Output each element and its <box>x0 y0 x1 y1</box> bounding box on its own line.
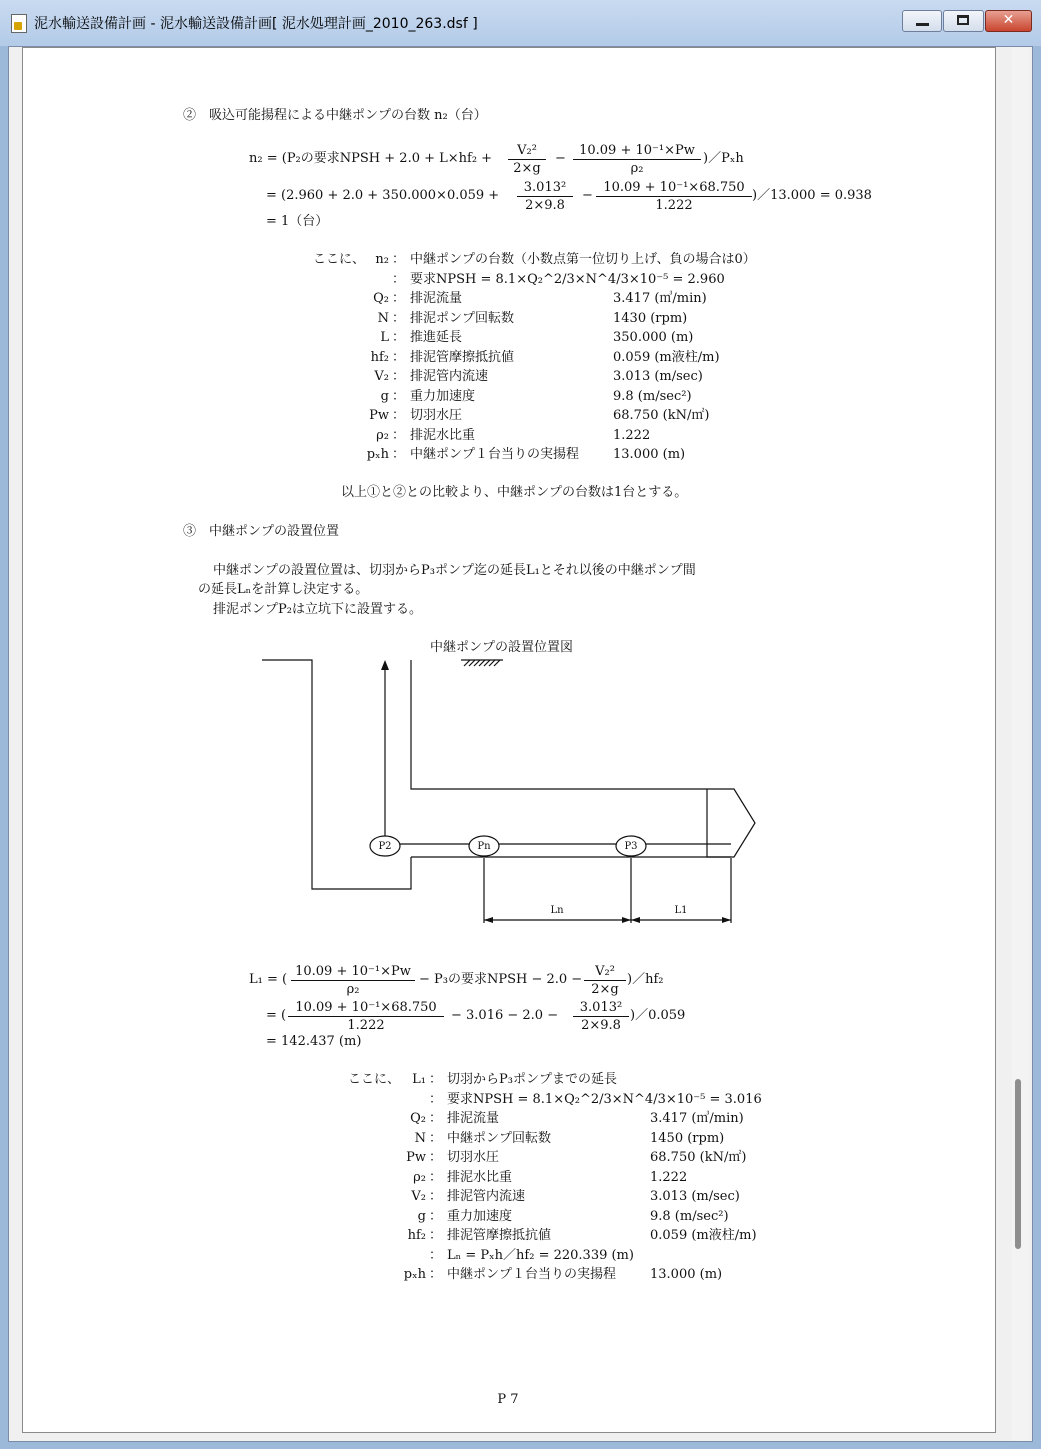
section2-def-value: 0.059 (m液柱/m) <box>613 349 720 365</box>
s2-conclusion: 以上①と②との比較より、中継ポンプの台数は1台とする。 <box>341 485 688 500</box>
section2-def-symbol: L <box>380 330 389 345</box>
section2-def-description: 中継ポンプの台数（小数点第一位切り上げ、負の場合は0） <box>410 252 756 267</box>
section2-def-description: 切羽水圧 <box>410 408 463 423</box>
section2-def-colon: ： <box>392 349 406 365</box>
s3-f2-frac1-bar <box>288 1016 444 1017</box>
section2-def-description: 排泥管摩擦抵抗値 <box>410 349 515 365</box>
s3-para1: 中継ポンプの設置位置は、切羽からP₃ポンプ迄の延長L₁とそれ以後の中継ポンプ間 <box>213 563 696 578</box>
s2-f2-frac1-den: 2×9.8 <box>525 198 565 213</box>
section2-def-description: 排泥流量 <box>410 291 463 306</box>
section2-def-symbol: N <box>377 310 389 326</box>
section3-def-colon: ： <box>429 1247 443 1263</box>
s3-f2-frac2-num: 3.013² <box>579 1000 623 1015</box>
section3-def-value: 1450 (rpm) <box>650 1130 725 1146</box>
section2-def-value: 9.8 (m/sec²) <box>613 388 692 404</box>
section2-def-colon: ： <box>392 252 406 267</box>
section3-def-colon: ： <box>429 1208 443 1224</box>
close-icon: ✕ <box>1002 12 1015 28</box>
maximize-button[interactable] <box>943 10 984 32</box>
section3-def-description: 排泥管内流速 <box>447 1189 526 1204</box>
minimize-icon <box>916 23 929 26</box>
section2-def-symbol: Q₂ <box>373 291 389 306</box>
section2-def-value: 1.222 <box>613 427 651 443</box>
section3-def-colon: ： <box>429 1072 443 1087</box>
section3-def-description: 排泥水比重 <box>447 1169 513 1185</box>
section2-def-value: 350.000 (m) <box>613 330 694 345</box>
s2-f2-frac2-den: 1.222 <box>655 198 693 213</box>
section2-def-symbol: pₓh <box>366 447 389 462</box>
s2-where-label: ここに、 <box>313 252 366 267</box>
s3-f2-frac2-den: 2×9.8 <box>581 1018 621 1033</box>
s3-f1-right: )／hf₂ <box>627 972 664 987</box>
arrow-up-icon <box>381 660 389 670</box>
document-page <box>22 47 996 1433</box>
section3-def-description: 中継ポンプ回転数 <box>447 1130 552 1146</box>
title-bar <box>0 0 1041 46</box>
section3-def-value: 3.417 (㎥/min) <box>650 1111 744 1126</box>
shaft-wall-right <box>411 660 707 789</box>
section3-def-symbol: ρ₂ <box>413 1169 426 1185</box>
section3-def-value: 13.000 (m) <box>650 1267 723 1282</box>
section2-heading: ② 吸込可能揚程による中継ポンプの台数 n₂（台） <box>183 108 487 123</box>
s3-f2-frac1-num: 10.09 + 10⁻¹×68.750 <box>295 1000 437 1015</box>
section3-def-symbol: g <box>417 1208 426 1224</box>
s3-f2-right: )／0.059 <box>630 1008 686 1023</box>
section2-def-colon: ： <box>392 369 406 384</box>
section3-def-colon: ： <box>429 1150 443 1165</box>
section2-def-description: 中継ポンプ１台当りの実揚程 <box>410 447 580 462</box>
s2-f1-frac2-den: ρ₂ <box>630 161 644 176</box>
section2-def-description: 要求NPSH = 8.1×Q₂^2/3×N^4/3×10⁻⁵ = 2.960 <box>410 271 725 287</box>
section2-def-colon: ： <box>392 310 406 326</box>
s3-f1-frac2-num: V₂² <box>595 964 615 979</box>
section2-def-colon: ： <box>392 271 406 287</box>
s2-f1-minus: − <box>555 151 566 166</box>
s3-f3: = 142.437 (m) <box>266 1034 362 1049</box>
section2-def-symbol: ρ₂ <box>376 427 389 443</box>
s3-para3: 排泥ポンプP₂は立坑下に設置する。 <box>213 602 422 617</box>
section2-def-colon: ： <box>392 388 406 404</box>
section3-def-description: 中継ポンプ１台当りの実揚程 <box>447 1267 617 1282</box>
section2-def-colon: ： <box>392 447 406 462</box>
s2-f2-minus: − <box>582 188 593 203</box>
section3-def-description: 切羽水圧 <box>447 1150 500 1165</box>
section3-def-symbol: V₂ <box>411 1189 426 1204</box>
s2-f1-right: )／Pₓh <box>703 151 744 166</box>
s3-f2-frac2-bar <box>573 1016 629 1017</box>
section2-def-colon: ： <box>392 427 406 443</box>
section2-def-symbol: hf₂ <box>370 349 389 365</box>
section2-def-value: 68.750 (kN/㎡) <box>613 408 710 423</box>
section2-def-symbol: V₂ <box>374 369 389 384</box>
s3-f1-left: L₁ = ( <box>249 972 288 987</box>
s3-para2: の延長Lₙを計算し決定する。 <box>198 582 369 597</box>
section3-def-colon: ： <box>429 1169 443 1185</box>
section3-heading: ③ 中継ポンプの設置位置 <box>183 524 340 539</box>
section3-def-description: 排泥流量 <box>447 1111 500 1126</box>
section2-def-value: 13.000 (m) <box>613 447 686 462</box>
s2-f2-right: )／13.000 = 0.938 <box>752 188 872 203</box>
section3-def-value: 0.059 (m液柱/m) <box>650 1228 757 1243</box>
section3-def-colon: ： <box>429 1228 443 1243</box>
pump-p2-label: P2 <box>378 841 392 852</box>
s2-f1-frac1-den: 2×g <box>513 161 541 176</box>
s3-f1-frac2-bar <box>584 980 626 981</box>
s3-f1-frac1-num: 10.09 + 10⁻¹×Pw <box>295 964 411 979</box>
s2-f3: = 1（台） <box>266 214 329 229</box>
section3-def-description: 重力加速度 <box>447 1208 513 1224</box>
section2-def-value: 3.417 (㎥/min) <box>613 291 707 306</box>
section3-def-colon: ： <box>429 1130 443 1146</box>
section3-def-value: 3.013 (m/sec) <box>650 1189 740 1204</box>
document-icon <box>11 14 27 33</box>
section2-def-colon: ： <box>392 291 406 306</box>
section2-def-value: 3.013 (m/sec) <box>613 369 703 384</box>
dimension-ln-label: Ln <box>550 905 564 916</box>
s3-f2-left: = ( <box>266 1008 287 1023</box>
section3-def-colon: ： <box>429 1189 443 1204</box>
section2-def-description: 推進延長 <box>410 330 463 345</box>
section2-def-description: 排泥ポンプ回転数 <box>410 310 515 326</box>
s3-f2-mid: − 3.016 − 2.0 − <box>451 1008 559 1023</box>
s2-f1-frac2-num: 10.09 + 10⁻¹×Pw <box>579 143 695 158</box>
section2-def-value: 1430 (rpm) <box>613 310 688 326</box>
section3-def-symbol: Q₂ <box>410 1111 426 1126</box>
section3-def-value: 9.8 (m/sec²) <box>650 1208 729 1224</box>
close-button[interactable] <box>985 10 1032 32</box>
section2-def-description: 排泥管内流速 <box>410 369 489 384</box>
s3-where-label: ここに、 <box>348 1072 401 1087</box>
section2-def-description: 排泥水比重 <box>410 427 476 443</box>
scrollbar-thumb[interactable] <box>1015 1079 1021 1249</box>
section3-def-symbol: N <box>414 1130 426 1146</box>
section3-def-value: 1.222 <box>650 1169 688 1185</box>
s2-f2-frac1-num: 3.013² <box>523 180 567 195</box>
s2-f1-frac1-num: V₂² <box>517 143 537 158</box>
section3-def-colon: ： <box>429 1267 443 1282</box>
section3-def-colon: ： <box>429 1091 443 1107</box>
section2-def-symbol: g <box>380 388 389 404</box>
s3-f1-frac2-den: 2×g <box>591 982 619 997</box>
section3-def-symbol: L₁ <box>412 1072 426 1087</box>
section3-def-description: 排泥管摩擦抵抗値 <box>447 1228 552 1243</box>
section3-def-symbol: hf₂ <box>407 1228 426 1243</box>
s2-f1-left: n₂ = (P₂の要求NPSH + 2.0 + L×hf₂ + <box>249 151 493 166</box>
section2-def-colon: ： <box>392 408 406 423</box>
minimize-button[interactable] <box>902 10 942 32</box>
s2-f2-left: = (2.960 + 2.0 + 350.000×0.059 + <box>266 188 500 203</box>
section2-def-symbol: Pw <box>369 408 389 423</box>
maximize-icon <box>957 15 969 25</box>
pump-p3-label: P3 <box>624 841 638 852</box>
section3-def-colon: ： <box>429 1111 443 1126</box>
window-title: 泥水輸送設備計画 - 泥水輸送設備計画[ 泥水処理計画_2010_263.dsf ] <box>34 16 478 32</box>
section2-def-colon: ： <box>392 330 406 345</box>
s3-f1-mid: − P₃の要求NPSH − 2.0 − <box>419 972 583 987</box>
section3-def-value: 68.750 (kN/㎡) <box>650 1150 747 1165</box>
pump-pn-label: Pn <box>477 841 491 852</box>
section2-def-description: 重力加速度 <box>410 388 476 404</box>
dimension-l1-label: L1 <box>674 905 688 916</box>
s2-f2-frac2-num: 10.09 + 10⁻¹×68.750 <box>603 180 745 195</box>
section3-def-symbol: pₓh <box>403 1267 426 1282</box>
section3-def-description: 切羽からP₃ポンプまでの延長 <box>447 1072 617 1087</box>
shield-machine <box>707 789 755 857</box>
page-number: P 7 <box>497 1392 519 1407</box>
section3-def-description: Lₙ = Pₓh／hf₂ = 220.339 (m) <box>447 1247 634 1263</box>
pump-layout-diagram <box>23 48 995 948</box>
vertical-scrollbar[interactable] <box>1012 47 1029 1441</box>
s3-f1-frac1-bar <box>291 980 415 981</box>
s3-f1-frac1-den: ρ₂ <box>346 982 360 997</box>
diagram-title: 中継ポンプの設置位置図 <box>430 640 574 655</box>
s3-f2-frac1-den: 1.222 <box>347 1018 385 1033</box>
section2-def-symbol: n₂ <box>375 252 389 267</box>
section3-def-symbol: Pw <box>406 1150 426 1165</box>
section3-def-description: 要求NPSH = 8.1×Q₂^2/3×N^4/3×10⁻⁵ = 3.016 <box>447 1091 762 1107</box>
